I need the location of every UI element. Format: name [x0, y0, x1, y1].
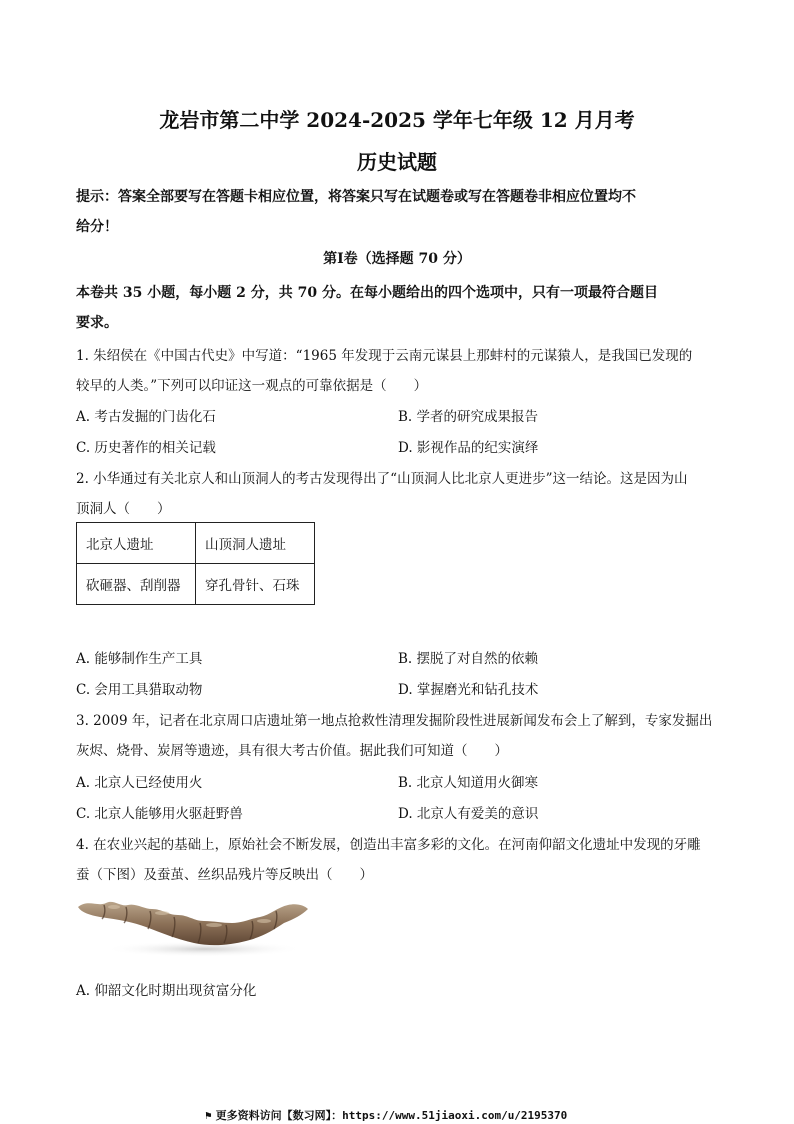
footer-link[interactable] [205, 1107, 567, 1123]
table-cell: 穿孔骨针、石珠 [196, 564, 315, 605]
page-subtitle: 历史试题 [357, 150, 437, 174]
table-row [77, 564, 315, 605]
question-3-option-a: A. 北京人已经使用火 [76, 775, 203, 791]
section-intro-line-1: 本卷共 35 小题，每小题 2 分，共 70 分。在每小题给出的四个选项中，只有一项最符合题目 [76, 285, 658, 301]
question-3-option-d: D. 北京人有爱美的意识 [398, 806, 539, 822]
flag-icon: ⚑ [205, 1109, 212, 1122]
notice-line-2: 给分！ [76, 219, 118, 235]
question-1-option-b: B. 学者的研究成果报告 [398, 409, 539, 425]
question-2-line-1: 2. 小华通过有关北京人和山顶洞人的考古发现得出了“山顶洞人比北京人更进步”这一结论。这是因为山 [76, 471, 688, 487]
question-3-line-1: 3. 2009 年，记者在北京周口店遗址第一地点抢救性清理发掘阶段性进展新闻发布会上了解到，专家发掘出 [76, 713, 713, 729]
question-1-line-1: 1. 朱绍侯在《中国古代史》中写道：“1965 年发现于云南元谋县上那蚌村的元谋猿人，是我国已发现的 [76, 348, 693, 364]
site-comparison-table [76, 522, 315, 605]
question-1-line-2: 较早的人类。”下列可以印证这一观点的可靠依据是（ ） [76, 378, 428, 394]
section-intro-line-2: 要求。 [76, 315, 118, 331]
question-3-option-b: B. 北京人知道用火御寒 [398, 775, 539, 791]
question-1-option-a: A. 考古发掘的门齿化石 [76, 409, 216, 425]
question-2-option-d: D. 掌握磨光和钻孔技术 [398, 682, 539, 698]
table-row [77, 523, 315, 564]
page-title: 龙岩市第二中学 2024-2025 学年七年级 12 月月考 [159, 108, 635, 132]
question-2-option-a: A. 能够制作生产工具 [76, 651, 203, 667]
ivory-silkworm-image [74, 893, 310, 959]
table-cell: 北京人遗址 [77, 523, 196, 564]
section-heading: 第Ⅰ卷（选择题 70 分） [323, 251, 471, 267]
question-3-option-c: C. 北京人能够用火驱赶野兽 [76, 806, 243, 822]
question-2-option-b: B. 摆脱了对自然的依赖 [398, 651, 539, 667]
table-cell: 山顶洞人遗址 [196, 523, 315, 564]
footer-text: 更多资料访问【数习网】：https://www.51jiaoxi.com/u/2195370 [215, 1109, 568, 1122]
question-3-line-2: 灰烬、烧骨、炭屑等遗迹，具有很大考古价值。据此我们可知道（ ） [76, 743, 508, 759]
question-4-line-2: 蚕（下图）及蚕茧、丝织品残片等反映出（ ） [76, 867, 373, 883]
question-4-option-a: A. 仰韶文化时期出现贫富分化 [76, 983, 257, 999]
table-cell: 砍砸器、刮削器 [77, 564, 196, 605]
question-2-option-c: C. 会用工具猎取动物 [76, 682, 203, 698]
question-1-option-d: D. 影视作品的纪实演绎 [398, 440, 539, 456]
question-1-option-c: C. 历史著作的相关记载 [76, 440, 216, 456]
question-4-line-1: 4. 在农业兴起的基础上，原始社会不断发展，创造出丰富多彩的文化。在河南仰韶文化遗址中发现的牙雕 [76, 837, 701, 853]
notice-line-1: 提示：答案全部要写在答题卡相应位置，将答案只写在试题卷或写在答题卷非相应位置均不 [76, 189, 636, 205]
question-2-line-2: 顶洞人（ ） [76, 501, 171, 517]
